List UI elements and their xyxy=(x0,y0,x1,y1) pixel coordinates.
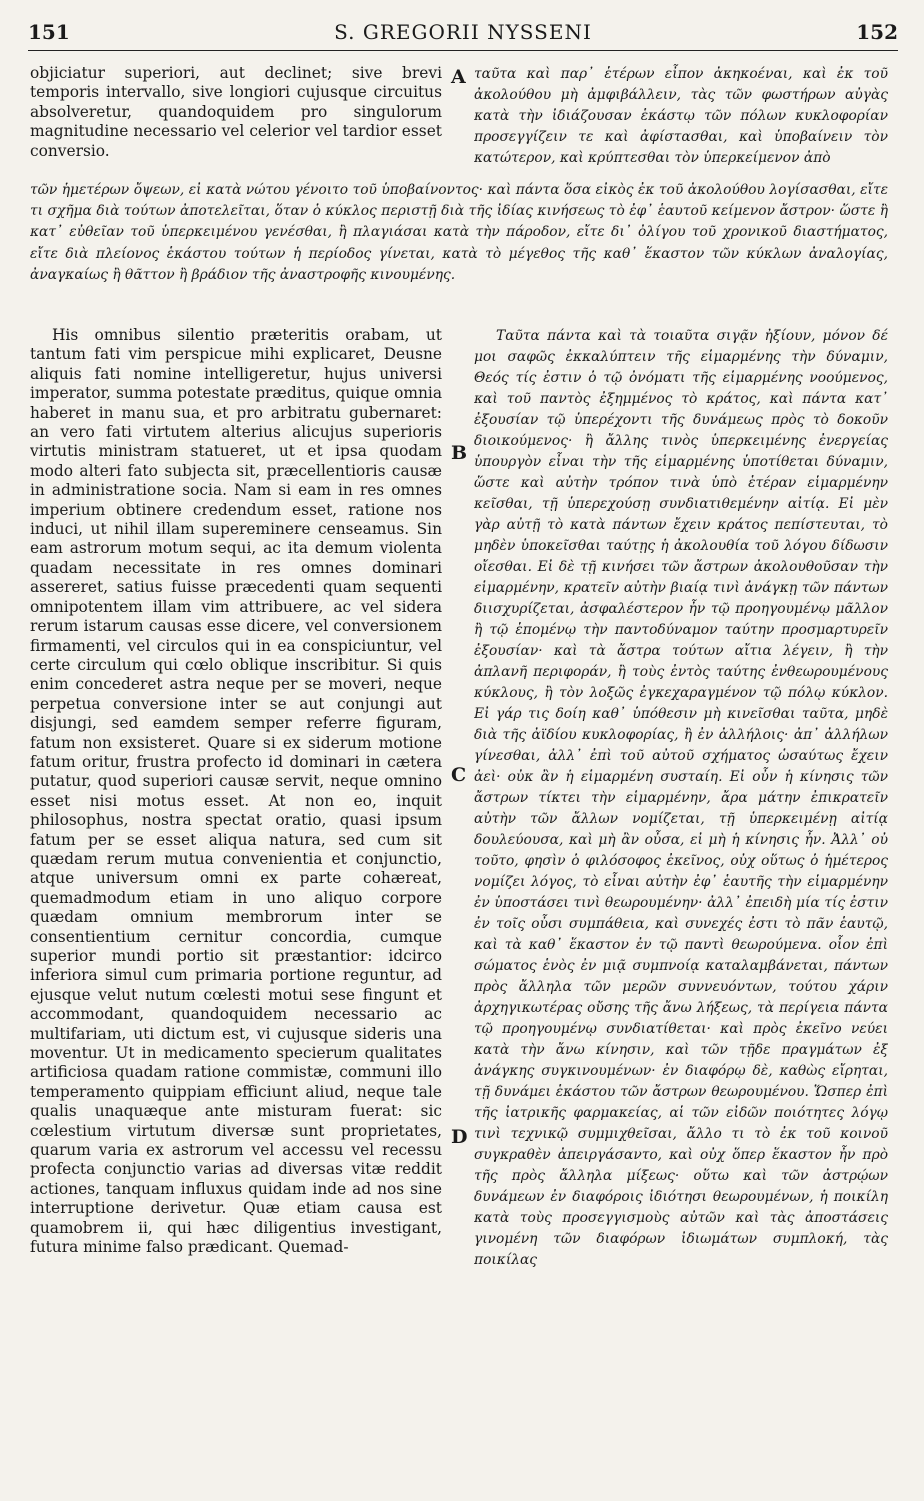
margin-letter-b: B xyxy=(451,442,468,464)
running-title: S. GREGORII NYSSENI xyxy=(334,20,592,44)
margin-letter-d: D xyxy=(451,1126,468,1148)
greek-paragraph-main: Ταῦτα πάντα καὶ τὰ τοιαῦτα σιγᾷν ἠξίουν, μόνον δέ μοι σαφῶς ἐκκαλύπτειν τῆς εἱμαρμένης τὴν δύναμιν, Θεός τίς ἐστιν ὁ τῷ ὀνόματι τῆς εἱμαρμένης νοούμενος, καὶ τοῦ παντὸς ἐξημμένος τὸ κράτος, καὶ πάντα κατ᾽ ἐξουσίαν τῷ ὑπερέχοντι τῆς δυνάμεως πρὸς τὸ δοκοῦν διοικούμενος· ἢ ἄλλης τινὸς ὑπερκειμένης ἐνεργείας ὑπουργὸν εἶναι τὴν τῆς εἱμαρμένης ὑποτίθεται δύναμιν, ὥστε καὶ αὐτὴν τρόπον τινὰ ὑπὸ ἑτέραν εἱμαρμένην κεῖσθαι, τῇ ὑπερεχούσῃ συνδιατιθεμένην αἰτίᾳ. Εἰ μὲν γὰρ αὐτῇ τὸ κατὰ πάντων ἔχειν κράτος πεπίστευται, τὸ μηδὲν ὑποκεῖσθαι ταύτῃς ἡ ἀκολουθία τοῦ λόγου δίδωσιν οἴεσθαι. Εἰ δὲ τῇ κινήσει τῶν ἄστρων ἀκολουθοῦσαν τὴν εἱμαρμένην, κρατεῖν αὐτὴν βιαίᾳ τινὶ ἀνάγκῃ τῶν πάντων διισχυρίζεται, ἀσφαλέστερον ἦν τῷ προηγουμένῳ μᾶλλον ἢ τῷ ἑπομένῳ τὴν παντοδύναμον ταύτην προσμαρτυρεῖν ἐξουσίαν· καὶ τὰ ἄστρα τούτων αἴτια λέγειν, ἢ τὴν ἀπλανῆ περιφοράν, ἢ τοὺς ἐντὸς ταύτης ἐνθεωρουμένους κύκλους, ἢ τὸν λοξῶς ἐγκεχαραγμένον τῷ πόλῳ κύκλον. Εἰ γάρ τις δοίη καθ᾽ ὑπόθεσιν μὴ κινεῖσθαι ταῦτα, μηδὲ διὰ τῆς ἀϊδίου κυκλοφορίας, ἢ ἐν ἀλλήλοις· ἀπ᾽ ἀλλήλων γίνεσθαι, ἀλλ᾽ ἐπὶ τοῦ αὐτοῦ σχήματος ὡσαύτως ἔχειν ἀεὶ· οὐκ ἂν ἡ εἱμαρμένη συσταίη. Εἰ οὖν ἡ κίνησις τῶν ἄστρων τίκτει τὴν εἱμαρμένην, ἄρα μάτην ἐπικρατεῖν αὐτὴν τῶν ἄλλων νομίζεται, τῇ ὑπερκειμένῃ αἰτίᾳ δουλεύουσα, καὶ μὴ ἂν οὖσα, εἰ μὴ ἡ κίνησις ἦν. Ἀλλ᾽ οὐ τοῦτο, φησὶν ὁ φιλόσοφος ἐκεῖνος, οὐχ οὕτως ὁ ἡμέτερος νομίζει λόγος, τὸ εἶναι αὐτὴν ἐφ᾽ ἑαυτῆς τὴν εἱμαρμένην ἐν ὑποστάσει τινὶ θεωρουμένην· ἀλλ᾽ ἐπειδὴ μία τίς ἐστιν ἐν τοῖς οὖσι συμπάθεια, καὶ συνεχές ἐστι τὸ πᾶν ἑαυτῷ, καὶ τὰ καθ᾽ ἕκαστον ἐν τῷ παντὶ θεωρούμενα. οἷον ἐπὶ σώματος ἑνὸς ἐν μιᾷ συμπνοίᾳ καταλαμβάνεται, πάντων πρὸς ἄλληλα τῶν μερῶν συννευόντων, τούτου χάριν ἀρχηγικωτέρας οὔσης τῆς ἄνω λήξεως, τὰ περίγεια πάντα τῷ προηγουμένῳ συνδιατίθεται· καὶ πρὸς ἐκεῖνο νεύει κατὰ τὴν ἄνω κίνησιν, καὶ τῶν τῇδε πραγμάτων ἐξ ἀνάγκης συγκινουμένων· ἐν διαφόρῳ δὲ, καθὼς εἴρηται, τῇ δυνάμει ἑκάστου τῶν ἄστρων θεωρουμένου. Ὥσπερ ἐπὶ τῆς ἰατρικῆς φαρμακείας, αἱ τῶν εἰδῶν ποιότητες λόγῳ τινὶ τεχνικῷ συμμιχθεῖσαι, ἄλλο τι τὸ ἐκ τοῦ κοινοῦ συγκραθὲν ἀπειργάσαντο, καὶ οὐχ ὅπερ ἕκαστον ἦν πρὸ τῆς πρὸς ἄλληλα μίξεως· οὕτω καὶ τῶν ἀστρῴων δυνάμεων ἐν διαφόροις ἰδιότησι θεωρουμένων, ἡ ποικίλη κατὰ τοὺς προσεγγισμοὺς αὐτῶν καὶ τὰς ἀποστάσεις γινομένη τῶν διαφόρων ἰδιωμάτων συμπλοκή, τὰς ποικίλας xyxy=(474,328,888,1268)
latin-paragraph-top: objiciatur superiori, aut declinet; sive brevi temporis intervallo, sive longiori cujusque circuitus absolveretur, quandoquidem pro singulorum magnitudine necessario vel celerior vel tardior esset conversio. xyxy=(30,64,442,160)
running-header xyxy=(28,20,898,50)
greek-paragraph-top: ταῦτα καὶ παρ᾽ ἑτέρων εἶπον ἀκηκοέναι, καὶ ἐκ τοῦ ἀκολούθου μὴ ἀμφιβάλλειν, τὰς τῶν φωστήρων αὐγὰς κατὰ τὴν ἰδιάζουσαν ἑκάστῳ τῶν πόλων κυκλοφορίαν προσεγγίζειν τε καὶ ἀφίστασθαι, καὶ ὑποβαίνειν τὸν κατώτερον, καὶ κρύπτεσθαι τὸν ὑπερκείμενον ἀπὸ xyxy=(474,66,888,166)
latin-column-top xyxy=(30,64,442,178)
latin-column-main xyxy=(30,326,442,1484)
margin-letter-c: C xyxy=(451,764,467,786)
margin-letter-a: A xyxy=(451,66,466,88)
latin-paragraph-main: His omnibus silentio præteritis orabam, ut tantum fati vim perspicue mihi explicaret, Deusne aliquis fati nomine intelligeretur, hujus universi imperator, summa potestate præditus, quique omnia haberet in manu sua, et pro arbitratu gubernaret: an vero fati virtutem alterius alicujus superioris virtutis ministram statueret, ut et ipsa quodam modo alteri fato subjecta sit, præcellentioris causæ in administratione socia. Nam si eam in res omnes imperium obtinere credendum esset, ratione nos induci, ut nihil illam supereminere censeamus. Sin eam astrorum motum sequi, ac ita demum violenta quadam necessitate in res omnes dominari assereret, satius fuisse præcedenti quam sequenti omnipotentem illam vim attribuere, ac vel sidera rerum istarum causas esse dicere, vel conversionem firmamenti, vel circulos qui in ea conspiciuntur, vel certe circulum qui cœlo oblique inscribitur. Si quis enim concederet astra neque per se moveri, neque perpetua conversione inter se aut conjungi aut disjungi, sed eamdem semper referre figuram, fatum non exsisteret. Quare si ex siderum motione fatum oritur, frustra profecto id dominari in cætera putatur, quod superiori causæ servit, neque omnino esset nisi motus esset. At non eo, inquit philosophus, nostra spectat oratio, quasi ipsum fatum per se esset aliqua natura, sed cum sit quædam rerum mutua convenientia et conjunctio, atque universum omni ex parte cohæreat, quemadmodum etiam in uno aliquo corpore quædam omnium membrorum inter se consentientium cernitur concordia, cumque superior mundi portio sit præstantior: idcirco inferiora simul cum primaria portione reguntur, ad ejusque velut nutum cœlesti motui sese fingunt et accommodant, quandoquidem necessario ac multifariam, uti dictum est, vi cujusque sideris una moventur. Ut in medicamento specierum qualitates artificiosa quadam ratione commistæ, communi illo temperamento quippiam efficiunt aliud, neque tale qualis unaquæque ante misturam fuerat: sic cœlestium virtutum diversæ sunt proprietates, quarum varia ex astrorum vel accessu vel recessu profecta conjunctio varias ad diversas vitæ reddit actiones, tanquam influxus quidam inde ad nos sine interruptione derivetur. Quæ etiam causa est quamobrem ii, qui hæc diligentius investigant, futura minime falso prædicant. Quemad- xyxy=(30,326,442,1257)
right-page-number: 152 xyxy=(856,20,898,44)
greek-fullwidth-block xyxy=(30,180,888,320)
header-rule xyxy=(28,50,898,51)
greek-column-main xyxy=(474,326,888,1486)
left-page-number: 151 xyxy=(28,20,70,44)
greek-column-top xyxy=(474,64,888,168)
greek-fullwidth-paragraph: τῶν ἡμετέρων ὄψεων, εἰ κατὰ νώτου γένοιτο τοῦ ὑποβαίνοντος· καὶ πάντα ὅσα εἰκὸς ἐκ τοῦ ἀκολούθου λογίσασθαι, εἴτε τι σχῆμα διὰ τούτων ἀποτελεῖται, ὅταν ὁ κύκλος περιστῇ διὰ τῆς ἰδίας κινήσεως τὸ ἐφ᾽ ἑαυτοῦ κείμενον ἄστρον· ὥστε ἢ κατ᾽ εὐθεῖαν τοῦ ὑπερκειμένου γενέσθαι, ἢ πλαγιάσαι κατὰ τὴν πάροδον, εἴτε δι᾽ ὀλίγου τοῦ χρονικοῦ διαστήματος, εἴτε διὰ πλείονος ἑκάστου τούτων ἡ περίοδος γίνεται, κατὰ τὸ μέγεθος τῆς καθ᾽ ἕκαστον τῶν κύκλων ἀναλογίας, ἀναγκαίως ἢ θᾶττον ἢ βράδιον τῆς ἀναστροφῆς κινουμένης. xyxy=(30,182,888,283)
